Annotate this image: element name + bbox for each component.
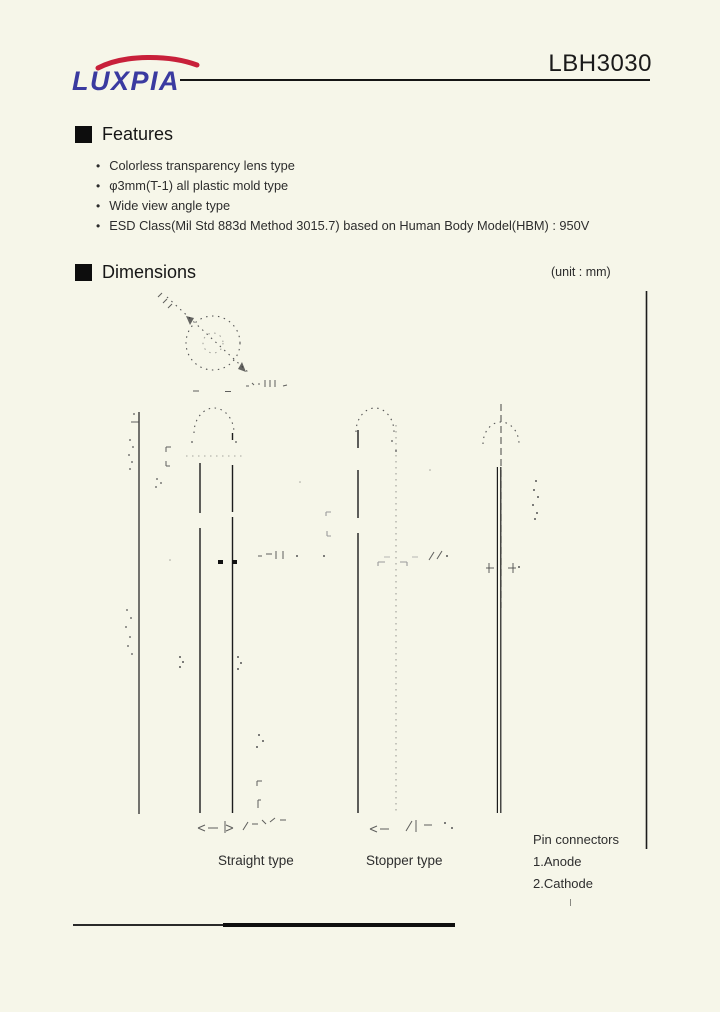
section-square-icon [75, 264, 92, 281]
features-list [96, 156, 589, 236]
scan-noise [169, 469, 570, 906]
luxpia-logo [70, 52, 210, 102]
dimensions-drawing [0, 290, 720, 910]
features-section-heading [75, 124, 173, 145]
left-dimension-line [125, 412, 171, 814]
straight-type-label: Straight type [218, 853, 294, 868]
bottom-rule-thick [223, 923, 455, 927]
pin-connectors-block [533, 829, 619, 895]
section-square-icon [75, 126, 92, 143]
pin-connectors-heading: Pin connectors [533, 832, 619, 847]
pin-connector-item: 1.Anode [533, 854, 582, 869]
feature-item: • Wide view angle type [96, 196, 589, 216]
feature-item: • φ3mm(T-1) all plastic mold type [96, 176, 589, 196]
dimensions-heading-label: Dimensions [102, 262, 197, 282]
bottom-rule-thin [73, 924, 223, 926]
page-title: LBH3030 [548, 50, 652, 77]
stopper-type-label: Stopper type [366, 853, 443, 868]
feature-item: • ESD Class(Mil Std 883d Method 3015.7) based on Human Body Model(HBM) : 950V [96, 216, 589, 236]
dimensions-section-heading [75, 262, 196, 283]
stopper-type-figure [356, 408, 453, 832]
side-view-figure [483, 404, 539, 813]
header-rule [180, 79, 650, 81]
unit-note: (unit : mm) [551, 265, 611, 279]
straight-type-figure [179, 408, 331, 833]
feature-item: • Colorless transparency lens type [96, 156, 589, 176]
top-view-figure [158, 293, 287, 392]
pin-connector-item: 2.Cathode [533, 876, 593, 891]
logo-text: LUXPIA [72, 66, 181, 96]
features-heading-label: Features [102, 124, 174, 144]
